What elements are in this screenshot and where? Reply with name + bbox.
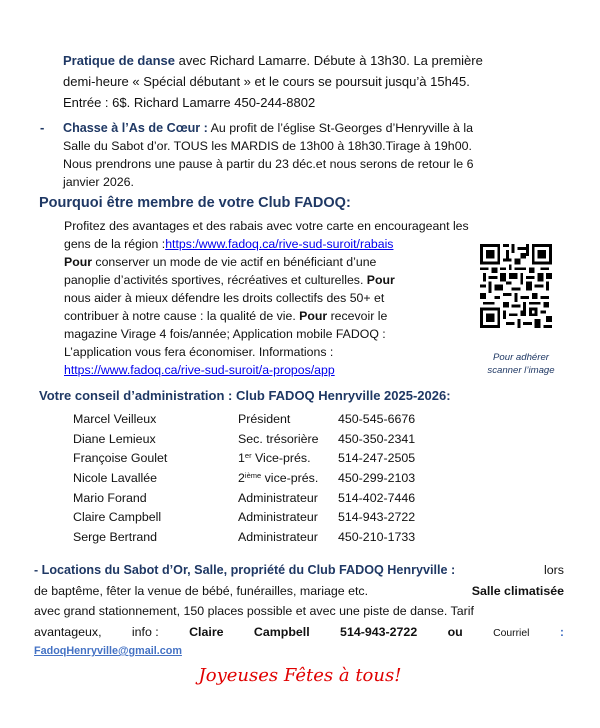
chasse-line-3: Nous prendrons une pause à partir du 23 déc.et nous serons de retour le 6 (63, 157, 474, 171)
salle-climatisee: Salle climatisée (471, 583, 564, 598)
member-name: Nicole Lavallée (73, 471, 158, 486)
member-name: Mario Forand (73, 490, 147, 505)
role-text: 1 (238, 451, 245, 466)
board-row (73, 489, 415, 509)
locations-title-wrap (34, 560, 455, 581)
locations-section (34, 560, 564, 663)
role-text: Sec. trésorière (238, 431, 319, 446)
email-row (34, 642, 564, 663)
locations-line-3 (34, 601, 564, 622)
danse-line-3: Entrée : 6$. Richard Lamarre 450-244-8802 (63, 95, 316, 110)
board-row (73, 528, 415, 548)
member-name: Françoise Goulet (73, 451, 168, 466)
member-phone: 514-247-2505 (338, 451, 416, 466)
role-text: Administrateur (238, 490, 318, 505)
chasse-line-1 (63, 119, 583, 137)
pourquoi-line-7: magazine Virage 4 fois/année; Application mobile FADOQ : (64, 327, 386, 341)
board-table (73, 410, 415, 548)
locations-line-2 (34, 581, 564, 602)
pourquoi-line-1: Profitez des avantages et des rabais avec votre carte en encourageant les (64, 219, 469, 233)
member-phone: 450-299-2103 (338, 471, 416, 486)
courriel-label: Courriel (493, 627, 530, 639)
conseil-heading: Votre conseil d’administration : Club FADOQ Henryville 2025-2026: (39, 388, 451, 403)
app-link[interactable]: https://www.fadoq.ca/rive-sud-suroit/a-propos/app (64, 363, 335, 377)
danse-text: avec Richard Lamarre. Débute à 13h30. La première (174, 53, 483, 68)
qr-caption-line-2: scanner l’image (487, 364, 555, 376)
greeting-text: Joyeuses Fêtes à tous! (198, 665, 402, 686)
email-link[interactable]: FadoqHenryville@gmail.com (34, 645, 182, 657)
member-role (238, 469, 338, 489)
locations-title: Locations du Sabot d’Or, Salle, propriété du Club FADOQ Henryville : (38, 563, 456, 577)
pourquoi-text: conserver un mode de vie actif en bénéficiant d’une (92, 255, 377, 269)
info-avantageux: avantageux, (34, 624, 102, 639)
role-superscript: ième (244, 471, 262, 481)
role-text: Président (238, 412, 291, 426)
contact-phone: 514-943-2722 (340, 624, 418, 639)
pourquoi-text: recevoir le (327, 309, 388, 323)
pourquoi-line-8: L’application vous fera économiser. Informations : (64, 345, 334, 359)
pourquoi-text: panoplie d’activités sportives, récréatives et culturelles. (64, 273, 367, 287)
rabais-link[interactable]: https:/www.fadoq.ca/rive-sud-suroit/rabais (165, 237, 394, 251)
locations-line-1 (34, 560, 564, 581)
member-role (238, 430, 338, 450)
member-phone: 514-402-7446 (338, 490, 416, 505)
pourquoi-text: gens de la région : (64, 237, 166, 251)
pour-bold: Pour (64, 255, 93, 269)
pourquoi-text: contribuer à notre cause : la qualité de vie. (64, 309, 300, 323)
info-label: info : (131, 624, 159, 639)
locations-text: de baptême, fêter la venue de bébé, funérailles, mariage etc. (34, 583, 369, 598)
chasse-section (63, 119, 583, 191)
role-text-rest: Vice-prés. (251, 451, 311, 466)
member-role (238, 508, 338, 528)
chasse-line-4: janvier 2026. (63, 175, 134, 189)
member-phone: 514-943-2722 (338, 510, 416, 525)
board-row (73, 410, 415, 430)
qr-caption-line-1: Pour adhérer (493, 352, 549, 363)
contact-last-name: Campbell (253, 624, 310, 639)
member-role (238, 449, 338, 469)
danse-line-2: demi-heure « Spécial débutant » et le cours se poursuit jusqu’à 15h45. (63, 74, 470, 89)
contact-first-name: Claire (189, 624, 224, 639)
member-phone: 450-350-2341 (338, 431, 416, 446)
member-name: Claire Campbell (73, 510, 162, 525)
member-name: Diane Lemieux (73, 431, 156, 446)
board-row (73, 449, 415, 469)
pourquoi-line-5: nous aider à mieux défendre les droits collectifs des 50+ et (64, 291, 385, 305)
member-name: Serge Bertrand (73, 530, 158, 545)
member-name: Marcel Veilleux (73, 412, 157, 426)
role-superscript: er (244, 451, 252, 461)
board-row (73, 508, 415, 528)
chasse-text: Au profit de l’église St-Georges d’Henryville à la (207, 121, 474, 135)
qr-code-icon[interactable] (480, 244, 552, 328)
locations-info-line (34, 622, 564, 643)
member-role (238, 528, 338, 548)
member-phone: 450-210-1733 (338, 530, 416, 545)
pour-bold: Pour (299, 309, 328, 323)
chasse-line-2: Salle du Sabot d’or. TOUS les MARDIS de 13h00 à 18h30.Tirage à 19h00. (63, 139, 472, 153)
locations-text: lors (544, 563, 564, 577)
pourquoi-heading: Pourquoi être membre de votre Club FADOQ: (39, 195, 351, 211)
role-text: 2 (238, 471, 245, 486)
member-role (238, 410, 338, 430)
role-text: Administrateur (238, 530, 318, 545)
qr-caption (462, 352, 580, 377)
danse-line-1 (63, 50, 593, 71)
courriel-colon: : (559, 624, 564, 639)
chasse-title: Chasse à l’As de Cœur : (63, 121, 208, 135)
danse-section (63, 50, 593, 113)
member-phone: 450-545-6676 (338, 412, 416, 426)
role-text-rest: vice-prés. (261, 471, 319, 486)
board-row (73, 430, 415, 450)
board-row (73, 469, 415, 489)
locations-text: avec grand stationnement, 150 places possible et avec une piste de danse. Tarif (34, 604, 474, 618)
member-role (238, 489, 338, 509)
locations-dash: - (34, 563, 39, 577)
info-ou: ou (447, 624, 463, 639)
danse-title: Pratique de danse (63, 53, 175, 68)
chasse-bullet: - (40, 120, 45, 135)
role-text: Administrateur (238, 510, 318, 525)
pour-bold: Pour (366, 273, 395, 287)
